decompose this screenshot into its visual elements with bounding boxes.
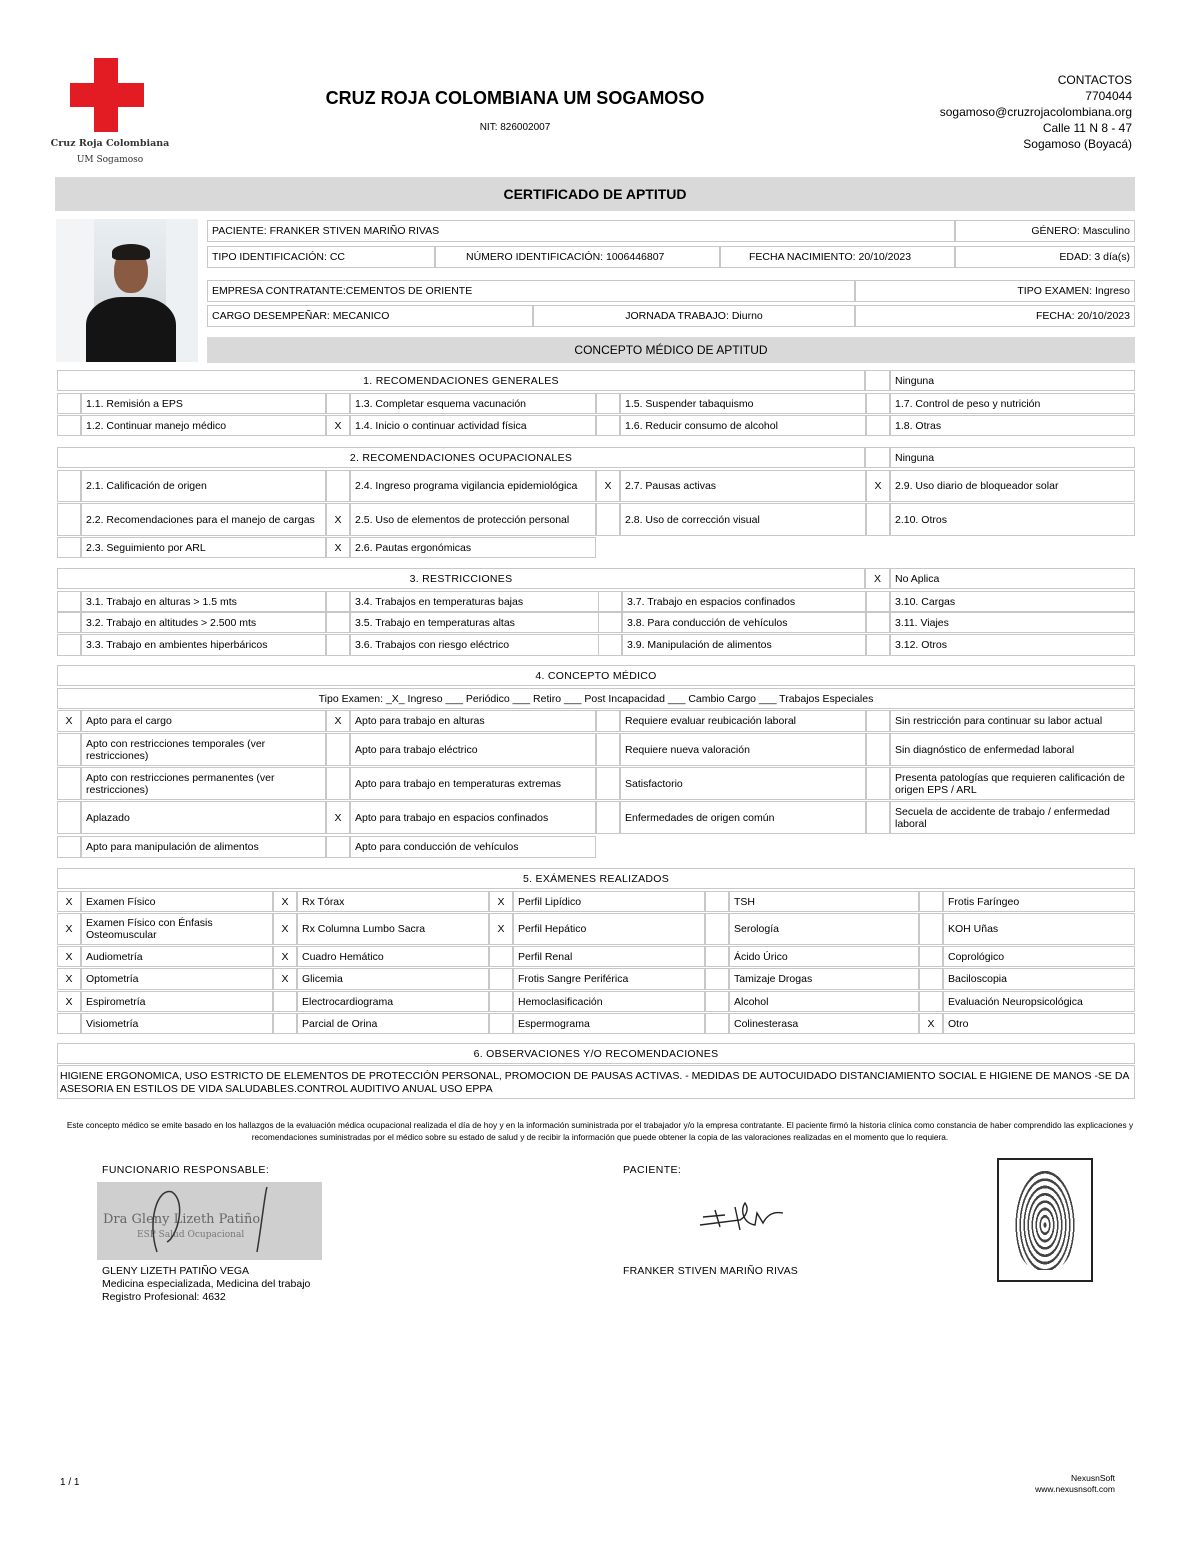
sec3-item: 3.2. Trabajo en altitudes > 2.500 mts <box>81 612 326 633</box>
sec2-item: 2.4. Ingreso programa vigilancia epidemiológica <box>350 470 596 502</box>
sec3-item: 3.7. Trabajo en espacios confinados <box>622 591 866 612</box>
sec4-check <box>57 801 81 834</box>
contact-city: Sogamoso (Boyacá) <box>1023 137 1132 151</box>
exam-date: FECHA: 20/10/2023 <box>855 305 1135 327</box>
sec1-item: 1.2. Continuar manejo médico <box>81 415 326 436</box>
sec5-item: Rx Columna Lumbo Sacra <box>297 913 489 945</box>
sec5-check: X <box>57 913 81 945</box>
sec2-check <box>57 537 81 558</box>
sec5-check <box>705 913 729 945</box>
sec5-item: Evaluación Neuropsicológica <box>943 991 1135 1012</box>
sec1-check <box>596 393 620 414</box>
sec5-item: Glicemia <box>297 968 489 990</box>
contact-address: Calle 11 N 8 - 47 <box>1042 121 1132 135</box>
sec4-check <box>596 710 620 732</box>
patient-birthdate: FECHA NACIMIENTO: 20/10/2023 <box>720 246 955 268</box>
sec5-item: Serología <box>729 913 919 945</box>
sec3-check <box>866 591 890 612</box>
footer-brand <box>1035 1473 1115 1495</box>
sec5-item: Otro <box>943 1013 1135 1034</box>
sec2-title: 2. RECOMENDACIONES OCUPACIONALES <box>57 447 865 468</box>
doctor-signature-stamp <box>97 1182 322 1260</box>
patient-id-number: NÚMERO IDENTIFICACIÓN: 1006446807 <box>435 246 720 268</box>
sec4-item: Apto para trabajo en alturas <box>350 710 596 732</box>
sec5-item: Colinesterasa <box>729 1013 919 1034</box>
sec5-title: 5. EXÁMENES REALIZADOS <box>57 868 1135 889</box>
sec3-check <box>598 634 622 656</box>
sec3-check <box>326 612 350 633</box>
sec1-item: 1.4. Inicio o continuar actividad física <box>350 415 596 436</box>
sec2-ninguna-check <box>865 447 890 468</box>
sec4-item: Requiere nueva valoración <box>620 733 866 766</box>
sec5-item: Examen Físico con Énfasis Osteomuscular <box>81 913 273 945</box>
sec3-check <box>866 612 890 633</box>
sec5-item: TSH <box>729 891 919 912</box>
logo-text: Cruz Roja Colombiana <box>50 138 170 149</box>
patient-name: PACIENTE: FRANKER STIVEN MARIÑO RIVAS <box>207 220 955 242</box>
sec4-item: Enfermedades de origen común <box>620 801 866 834</box>
sec4-item: Sin restricción para continuar su labor actual <box>890 710 1135 732</box>
brand-url: www.nexusnsoft.com <box>1035 1484 1115 1494</box>
sec3-check <box>598 591 622 612</box>
sec3-item: 3.6. Trabajos con riesgo eléctrico <box>350 634 622 656</box>
sec4-item: Requiere evaluar reubicación laboral <box>620 710 866 732</box>
sec4-check <box>866 767 890 800</box>
sec1-title: 1. RECOMENDACIONES GENERALES <box>57 370 865 391</box>
sec3-check <box>57 591 81 612</box>
patient-photo <box>56 219 198 362</box>
sec1-ninguna: Ninguna <box>890 370 1135 391</box>
sec5-item: Cuadro Hemático <box>297 946 489 967</box>
sec3-item: 3.1. Trabajo en alturas > 1.5 mts <box>81 591 326 612</box>
sec3-check <box>326 591 350 612</box>
sec5-check <box>273 991 297 1012</box>
sec4-title: 4. CONCEPTO MÉDICO <box>57 665 1135 686</box>
sec5-item: Examen Físico <box>81 891 273 912</box>
sec5-item: Baciloscopia <box>943 968 1135 990</box>
sec5-check <box>705 968 729 990</box>
sec1-check <box>57 415 81 436</box>
sec4-item: Apto para trabajo en temperaturas extremas <box>350 767 596 800</box>
sec5-check: X <box>273 913 297 945</box>
sec2-item: 2.10. Otros <box>890 503 1135 536</box>
contacts-heading: CONTACTOS <box>1057 73 1132 87</box>
disclaimer: Este concepto médico se emite basado en los hallazgos de la evaluación médica ocupacional realizada el día de hoy y en la información suministrada por el trabajador y/o la empresa contratante. El paciente firmó la historia clínica como constancia de haber comprendido las explicaciones y recomendaciones suministradas por el médico sobre su estado de salud y de recibir la información que puede obtener la copia de las valoraciones realizadas en el momento que lo requiera. <box>66 1120 1134 1142</box>
contacts-block <box>940 72 1132 152</box>
sec5-check: X <box>489 891 513 912</box>
sec2-ninguna: Ninguna <box>890 447 1135 468</box>
sec2-item: 2.7. Pausas activas <box>620 470 866 502</box>
sec3-item: 3.3. Trabajo en ambientes hiperbáricos <box>81 634 326 656</box>
sec5-check: X <box>273 891 297 912</box>
patient-signature-icon <box>695 1195 790 1235</box>
sec5-item: Frotis Sangre Periférica <box>513 968 705 990</box>
sec5-item: Audiometría <box>81 946 273 967</box>
sec3-check <box>866 634 890 656</box>
sec3-item: 3.12. Otros <box>890 634 1135 656</box>
sec5-item: Tamizaje Drogas <box>729 968 919 990</box>
sec4-item: Apto para trabajo eléctrico <box>350 733 596 766</box>
sec2-item: 2.2. Recomendaciones para el manejo de cargas <box>81 503 326 536</box>
certificate-title: CERTIFICADO DE APTITUD <box>55 177 1135 211</box>
sec3-item: 3.4. Trabajos en temperaturas bajas <box>350 591 622 612</box>
sec4-check <box>596 733 620 766</box>
sec2-item: 2.9. Uso diario de bloqueador solar <box>890 470 1135 502</box>
sec5-check: X <box>57 891 81 912</box>
sec3-item: 3.5. Trabajo en temperaturas altas <box>350 612 622 633</box>
sec5-item: Optometría <box>81 968 273 990</box>
sec1-check <box>57 393 81 414</box>
sec4-check <box>866 710 890 732</box>
sec4-check: X <box>57 710 81 732</box>
doctor-name: GLENY LIZETH PATIÑO VEGA <box>102 1265 250 1277</box>
sec6-title: 6. OBSERVACIONES Y/O RECOMENDACIONES <box>57 1043 1135 1064</box>
sec4-check <box>866 801 890 834</box>
sec5-item: KOH Uñas <box>943 913 1135 945</box>
sec1-item: 1.5. Suspender tabaquismo <box>620 393 866 414</box>
sec5-check <box>273 1013 297 1034</box>
sec2-check: X <box>596 470 620 502</box>
sec3-item: 3.11. Viajes <box>890 612 1135 633</box>
exam-type: TIPO EXAMEN: Ingreso <box>855 280 1135 302</box>
sec2-item: 2.8. Uso de corrección visual <box>620 503 866 536</box>
sec5-check <box>705 991 729 1012</box>
sec4-check <box>326 733 350 766</box>
sec2-check: X <box>866 470 890 502</box>
sec4-item: Satisfactorio <box>620 767 866 800</box>
sec1-item: 1.8. Otras <box>890 415 1135 436</box>
sec3-item: 3.9. Manipulación de alimentos <box>622 634 866 656</box>
sec4-item: Secuela de accidente de trabajo / enfermedad laboral <box>890 801 1135 834</box>
sec5-check <box>919 913 943 945</box>
sec4-item: Apto para trabajo en espacios confinados <box>350 801 596 834</box>
sec2-check <box>326 470 350 502</box>
logo-subtext: UM Sogamoso <box>76 155 144 165</box>
sec5-check <box>919 946 943 967</box>
sec3-noaplica-check: X <box>865 568 890 589</box>
sec4-item: Presenta patologías que requieren calificación de origen EPS / ARL <box>890 767 1135 800</box>
sec5-check <box>705 946 729 967</box>
org-nit: NIT: 826002007 <box>479 122 551 133</box>
sec1-item: 1.7. Control de peso y nutrición <box>890 393 1135 414</box>
sec4-check <box>326 836 350 858</box>
sec3-title: 3. RESTRICCIONES <box>57 568 865 589</box>
sec5-check: X <box>489 913 513 945</box>
sec5-check <box>919 891 943 912</box>
sec5-check <box>705 1013 729 1034</box>
patient-gender: GÉNERO: Masculino <box>955 220 1135 242</box>
sec4-check <box>596 767 620 800</box>
sec3-check <box>326 634 350 656</box>
sec5-check: X <box>919 1013 943 1034</box>
sec2-check <box>596 503 620 536</box>
sec2-check <box>57 470 81 502</box>
sec5-item: Perfil Lipídico <box>513 891 705 912</box>
sec5-item: Alcohol <box>729 991 919 1012</box>
sec4-check <box>57 767 81 800</box>
fingerprint-box <box>997 1158 1093 1282</box>
doctor-registry: Registro Profesional: 4632 <box>102 1291 226 1303</box>
sec3-item: 3.10. Cargas <box>890 591 1135 612</box>
sec5-item: Frotis Faríngeo <box>943 891 1135 912</box>
sec4-item: Sin diagnóstico de enfermedad laboral <box>890 733 1135 766</box>
job-position: CARGO DESEMPEÑAR: MECANICO <box>207 305 533 327</box>
sec3-check <box>598 612 622 633</box>
sec4-check <box>57 733 81 766</box>
sec5-check <box>489 991 513 1012</box>
sec5-item: Perfil Hepático <box>513 913 705 945</box>
contact-phone: 7704044 <box>1085 89 1132 103</box>
doctor-specialty: Medicina especializada, Medicina del trabajo <box>102 1278 311 1290</box>
sec5-check: X <box>57 991 81 1012</box>
sec4-check: X <box>326 801 350 834</box>
sec2-check <box>57 503 81 536</box>
sec5-check <box>489 1013 513 1034</box>
doctor-signature-icon <box>97 1182 322 1260</box>
sec1-item: 1.1. Remisión a EPS <box>81 393 326 414</box>
patient-id-type: TIPO IDENTIFICACIÓN: CC <box>207 246 435 268</box>
company: EMPRESA CONTRATANTE:CEMENTOS DE ORIENTE <box>207 280 855 302</box>
sec5-check <box>57 1013 81 1034</box>
sec1-check <box>596 415 620 436</box>
sec4-check <box>866 733 890 766</box>
sec3-check <box>57 634 81 656</box>
sec5-item: Perfil Renal <box>513 946 705 967</box>
sec2-check: X <box>326 503 350 536</box>
sec1-check: X <box>326 415 350 436</box>
concepto-title: CONCEPTO MÉDICO DE APTITUD <box>207 337 1135 363</box>
sec4-item: Apto con restricciones temporales (ver restricciones) <box>81 733 326 766</box>
sec5-check <box>919 991 943 1012</box>
sec4-check: X <box>326 710 350 732</box>
work-shift: JORNADA TRABAJO: Diurno <box>533 305 855 327</box>
sec1-ninguna-check <box>865 370 890 391</box>
sec1-item: 1.3. Completar esquema vacunación <box>350 393 596 414</box>
sec1-check <box>866 415 890 436</box>
sec3-item: 3.8. Para conducción de vehículos <box>622 612 866 633</box>
page-number: 1 / 1 <box>60 1477 80 1488</box>
sec5-check <box>489 968 513 990</box>
sec1-check <box>866 393 890 414</box>
sec5-item: Parcial de Orina <box>297 1013 489 1034</box>
org-title: CRUZ ROJA COLOMBIANA UM SOGAMOSO <box>325 88 705 108</box>
sec4-item: Apto para conducción de vehículos <box>350 836 596 858</box>
sec4-item: Apto para manipulación de alimentos <box>81 836 326 858</box>
sec4-item: Apto con restricciones permanentes (ver restricciones) <box>81 767 326 800</box>
sec5-item: Visiometría <box>81 1013 273 1034</box>
paciente-label: PACIENTE: <box>623 1164 682 1176</box>
sec5-check: X <box>57 946 81 967</box>
observations-text: HIGIENE ERGONOMICA, USO ESTRICTO DE ELEMENTOS DE PROTECCIÓN PERSONAL, PROMOCION DE PAUSAS ACTIVAS. - MEDIDAS DE AUTOCUIDADO DISTANCIAMIENTO SOCIAL E HIGIENE DE MANOS -SE DA ASESORIA EN ESTILOS DE VIDA SALUDABLES.CONTROL AUDITIVO ANUAL USO EPPA <box>60 1070 1129 1095</box>
stamp-subtext: ESP Salud Ocupacional <box>137 1230 245 1240</box>
sec4-item: Aplazado <box>81 801 326 834</box>
sec1-item: 1.6. Reducir consumo de alcohol <box>620 415 866 436</box>
sec4-check <box>57 836 81 858</box>
stamp-text: Dra Gleny Lizeth Patiño <box>103 1212 261 1227</box>
sec5-check <box>919 968 943 990</box>
brand-name: NexusnSoft <box>1071 1473 1115 1483</box>
sec5-item: Ácido Úrico <box>729 946 919 967</box>
sec4-check <box>326 767 350 800</box>
sec5-item: Electrocardiograma <box>297 991 489 1012</box>
sec3-noaplica: No Aplica <box>890 568 1135 589</box>
funcionario-label: FUNCIONARIO RESPONSABLE: <box>102 1164 270 1176</box>
sec5-item: Espirometría <box>81 991 273 1012</box>
sec5-check: X <box>273 946 297 967</box>
sec5-check: X <box>273 968 297 990</box>
sec4-item: Apto para el cargo <box>81 710 326 732</box>
sec5-item: Espermograma <box>513 1013 705 1034</box>
sec2-check: X <box>326 537 350 558</box>
patient-signature-name: FRANKER STIVEN MARIÑO RIVAS <box>623 1265 798 1277</box>
sec4-check <box>596 801 620 834</box>
fingerprint-icon <box>1015 1170 1075 1270</box>
sec5-item: Rx Tórax <box>297 891 489 912</box>
patient-age: EDAD: 3 día(s) <box>955 246 1135 268</box>
sec5-check <box>489 946 513 967</box>
sec2-item: 2.3. Seguimiento por ARL <box>81 537 326 558</box>
sec2-item: 2.5. Uso de elementos de protección personal <box>350 503 596 536</box>
contact-email: sogamoso@cruzrojacolombiana.org <box>939 105 1132 119</box>
sec4-exam-type-line: Tipo Examen: _X_ Ingreso ___ Periódico ___ Retiro ___ Post Incapacidad ___ Cambio Cargo ___ Trabajos Especiales <box>57 688 1135 709</box>
sec5-check: X <box>57 968 81 990</box>
sec5-check <box>705 891 729 912</box>
sec3-check <box>57 612 81 633</box>
sec2-check <box>866 503 890 536</box>
sec2-item: 2.6. Pautas ergonómicas <box>350 537 596 558</box>
doctor-info <box>102 1265 310 1304</box>
sec5-item: Hemoclasificación <box>513 991 705 1012</box>
sec5-item: Coprológico <box>943 946 1135 967</box>
sec1-check <box>326 393 350 414</box>
sec2-item: 2.1. Calificación de origen <box>81 470 326 502</box>
